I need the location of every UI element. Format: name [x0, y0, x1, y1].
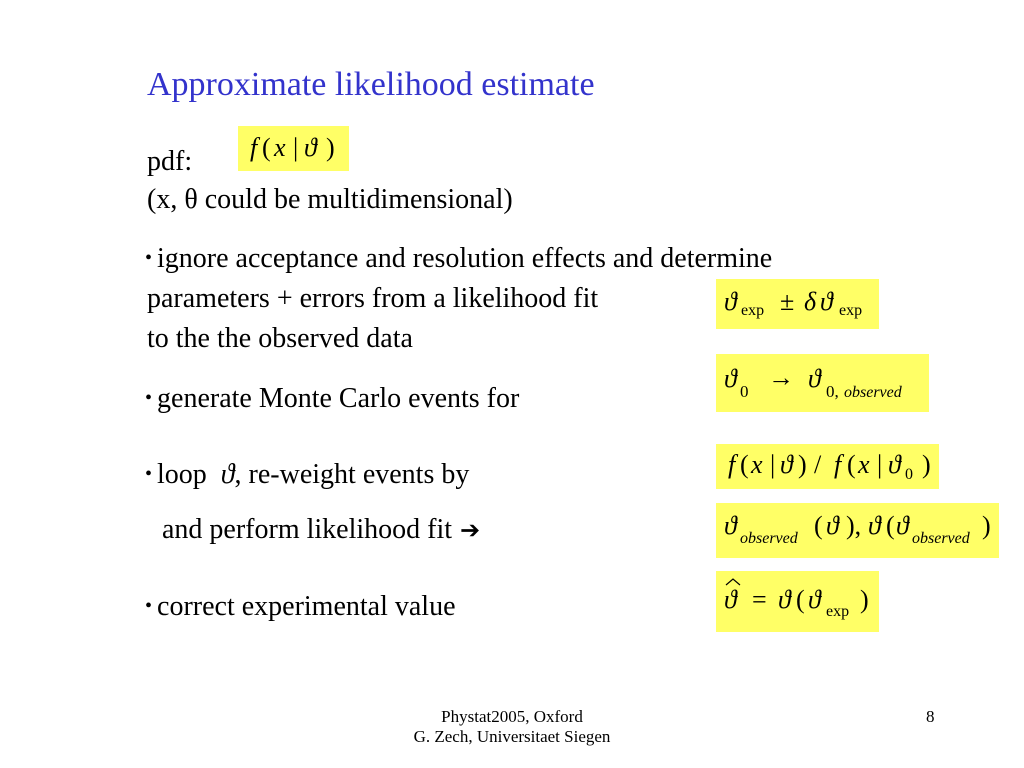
formula-bar: |	[877, 450, 883, 479]
bullet-1-text: ignore acceptance and resolution effects and determine	[157, 243, 773, 274]
formula-corrected-value	[716, 571, 879, 632]
formula-theta: ϑ	[826, 511, 839, 540]
formula-theta: ϑ	[868, 511, 881, 540]
formula-plus-minus: ±	[780, 287, 795, 316]
formula-x: x	[858, 450, 870, 479]
formula-slash: /	[814, 450, 822, 479]
formula-reweight	[716, 444, 939, 489]
formula-theta: ϑ	[896, 511, 909, 540]
formula-paren-close: )	[798, 450, 807, 479]
formula-paren-close: )	[860, 585, 869, 614]
formula-paren-close: ),	[846, 511, 862, 540]
bullet-4	[145, 590, 456, 623]
formula-theta: ϑ	[778, 585, 791, 614]
bullet-1-line-3: to the the observed data	[147, 323, 413, 354]
bullet-dot: •	[145, 387, 153, 409]
formula-pdf	[238, 126, 349, 171]
formula-subscript-observed: observed	[740, 530, 798, 547]
formula-theta: ϑ	[724, 364, 737, 393]
formula-subscript-observed: observed	[844, 384, 902, 401]
formula-theta: ϑ	[724, 287, 737, 316]
bullet-dot: •	[145, 595, 153, 617]
bullet-3-line-2	[162, 514, 480, 547]
page-number: 8	[926, 707, 935, 726]
formula-paren-open: (	[814, 511, 823, 540]
formula-fit-result	[716, 279, 879, 329]
formula-fit-mapping	[716, 503, 999, 558]
formula-paren-close: )	[982, 511, 991, 540]
bullet-1-line-1	[145, 242, 772, 275]
formula-theta: ϑ	[808, 585, 821, 614]
formula-f: f	[834, 450, 842, 479]
bullet-3-prefix: loop	[157, 459, 207, 490]
slide-title: Approximate likelihood estimate	[147, 66, 595, 103]
footer-conference: Phystat2005, Oxford	[441, 707, 583, 726]
formula-x: x	[274, 133, 286, 162]
bullet-3-suffix: , re-weight events by	[234, 459, 470, 490]
bullet-2-text: generate Monte Carlo events for	[157, 383, 520, 414]
pdf-label: pdf:	[147, 146, 193, 177]
bullet-4-text: correct experimental value	[157, 591, 456, 622]
formula-paren-open: (	[847, 450, 856, 479]
formula-theta: ϑ	[808, 364, 821, 393]
formula-theta: ϑ	[780, 450, 793, 479]
loop-theta: ϑ	[220, 459, 235, 490]
formula-bar: |	[770, 450, 776, 479]
formula-paren-open: (	[740, 450, 749, 479]
formula-subscript-observed: observed	[912, 530, 970, 547]
formula-paren-close: )	[326, 133, 335, 162]
formula-bar: |	[293, 133, 299, 162]
formula-theta: ϑ	[820, 287, 833, 316]
formula-subscript-0: 0	[740, 382, 749, 401]
hat-icon	[725, 578, 741, 586]
formula-paren-open: (	[262, 133, 271, 162]
formula-paren-close: )	[922, 450, 931, 479]
formula-delta: δ	[804, 287, 817, 316]
bullet-3	[145, 458, 469, 491]
formula-x: x	[751, 450, 763, 479]
formula-f: f	[250, 133, 258, 162]
formula-subscript-0: 0	[905, 466, 913, 483]
formula-subscript-exp: exp	[826, 603, 850, 620]
dimension-note: (x, θ could be multidimensional)	[147, 184, 513, 215]
formula-theta: ϑ	[888, 450, 901, 479]
bullet-dot: •	[145, 463, 153, 485]
formula-equals: =	[752, 585, 767, 614]
bullet-3-line-2-text: and perform likelihood fit	[162, 514, 453, 545]
bullet-1-line-2: parameters + errors from a likelihood fit	[147, 283, 599, 314]
formula-theta-hat: ϑ	[724, 585, 737, 614]
formula-paren-open: (	[796, 585, 805, 614]
formula-f: f	[728, 450, 736, 479]
bullet-dot: •	[145, 247, 153, 269]
footer	[362, 707, 662, 747]
formula-arrow: →	[768, 363, 794, 392]
bullet-2	[145, 382, 519, 415]
formula-subscript-exp: exp	[741, 302, 765, 319]
formula-subscript-exp: exp	[839, 302, 863, 319]
formula-theta: ϑ	[724, 511, 737, 540]
footer-author: G. Zech, Universitaet Siegen	[413, 727, 611, 746]
right-arrow-icon: ➔	[460, 518, 481, 544]
formula-subscript-0: 0,	[826, 382, 839, 401]
formula-paren-open: (	[886, 511, 895, 540]
formula-theta: ϑ	[304, 133, 317, 162]
formula-mc-generation	[716, 354, 929, 412]
